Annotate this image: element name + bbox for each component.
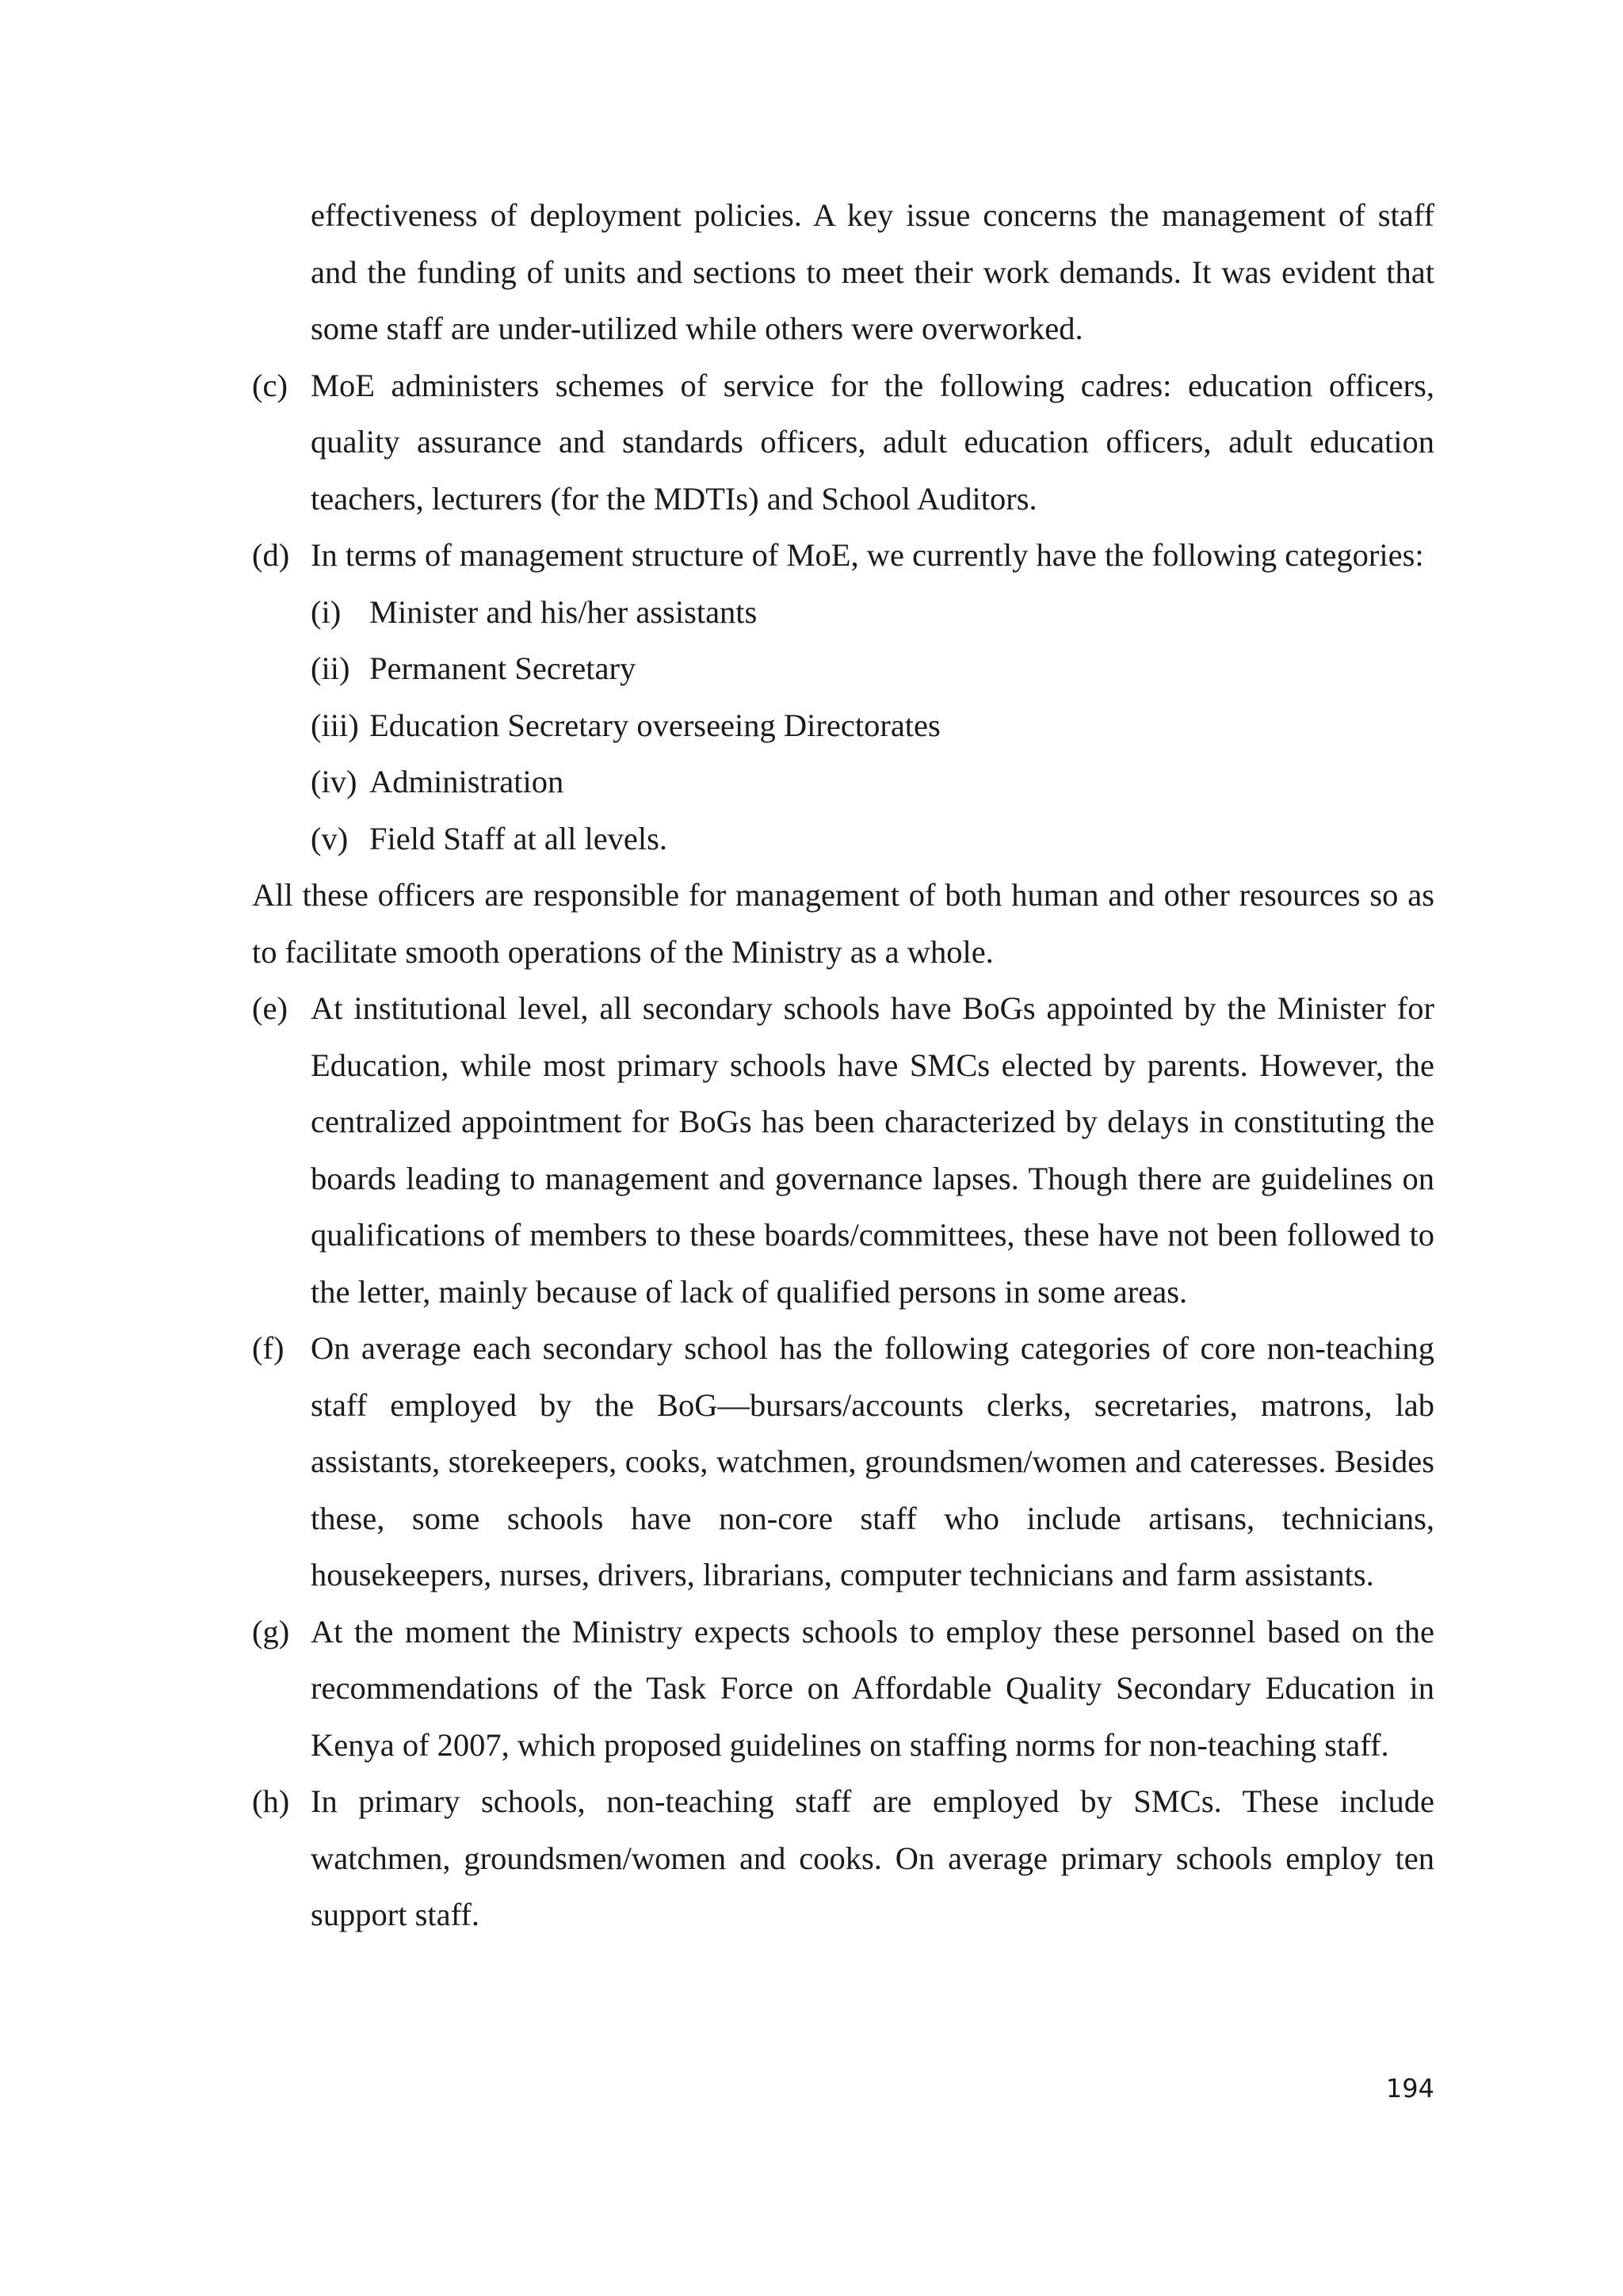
sub-list-text: Field Staff at all levels. xyxy=(369,820,668,856)
list-item-text: At institutional level, all secondary schools have BoGs appointed by the Minister for Education, while most primary schools have SMCs elected by parents. However, the centralized appointment for BoGs has been characterized by delays in constituting the boards leading to management and governance lapses. Though there are guidelines on qualifications of members to these boards/committees, these have not been followed to the letter, mainly because of lack of qualified persons in some areas. xyxy=(311,990,1434,1310)
sub-list-text: Permanent Secretary xyxy=(369,650,636,686)
list-item-d xyxy=(252,527,1434,584)
list-item-text: MoE administers schemes of service for the following cadres: education officers, quality assurance and standards officers, adult education officers, adult education teachers, lecturers (for the MDTIs) and School Auditors. xyxy=(311,367,1434,517)
sub-list-text: Education Secretary overseeing Directorates xyxy=(369,707,941,743)
sub-list-marker: (iv) xyxy=(311,764,357,799)
list-marker: (c) xyxy=(252,367,288,403)
sub-list-marker: (iii) xyxy=(311,707,359,743)
list-item-g xyxy=(252,1604,1434,1774)
list-item-text: In terms of management structure of MoE, we currently have the following categories: xyxy=(311,537,1424,573)
body-text xyxy=(252,187,1434,1943)
list-item-text: In primary schools, non-teaching staff are employed by SMCs. These include watchmen, groundsmen/women and cooks. On average primary schools employ ten support staff. xyxy=(311,1783,1434,1932)
list-marker: (e) xyxy=(252,990,288,1026)
sub-list-text: Minister and his/her assistants xyxy=(369,593,758,630)
continuation-paragraph: effectiveness of deployment policies. A key issue concerns the management of staff and the funding of units and sections to meet their work demands. It was evident that some staff are under-utilized while others were overworked. xyxy=(311,197,1434,346)
list-marker: (f) xyxy=(252,1330,285,1366)
sub-list-item-ii xyxy=(252,640,1434,697)
sub-list-text: Administration xyxy=(369,764,564,799)
summary-paragraph: All these officers are responsible for management of both human and other resources so as to facilitate smooth operations of the Ministry as a whole. xyxy=(252,877,1434,970)
sub-list-item-i xyxy=(252,584,1434,641)
list-item-h xyxy=(252,1773,1434,1943)
sub-list-item-v xyxy=(252,810,1434,868)
sub-list-marker: (v) xyxy=(311,820,349,856)
list-marker: (h) xyxy=(252,1783,290,1819)
list-marker: (g) xyxy=(252,1613,290,1650)
list-item-e xyxy=(252,980,1434,1320)
list-marker: (d) xyxy=(252,537,290,573)
list-item-c xyxy=(252,357,1434,528)
sub-list-marker: (i) xyxy=(311,593,342,630)
list-item-text: At the moment the Ministry expects schools to employ these personnel based on the recommendations of the Task Force on Affordable Quality Secondary Education in Kenya of 2007, which proposed guidelines on staffing norms for non-teaching staff. xyxy=(311,1613,1434,1763)
page-number: 194 xyxy=(1385,2073,1434,2103)
sub-list-item-iii xyxy=(252,697,1434,754)
list-item-f xyxy=(252,1320,1434,1604)
sub-list-item-iv xyxy=(252,753,1434,810)
sub-list-marker: (ii) xyxy=(311,650,350,686)
list-item-text: On average each secondary school has the following categories of core non-teaching staff employed by the BoG—bursars/accounts clerks, secretaries, matrons, lab assistants, storekeepers, cooks, watchmen, groundsmen/women and cateresses. Besides these, some schools have non-core staff who include artisans, technicians, housekeepers, nurses, drivers, librarians, computer technicians and farm assistants. xyxy=(311,1330,1434,1592)
